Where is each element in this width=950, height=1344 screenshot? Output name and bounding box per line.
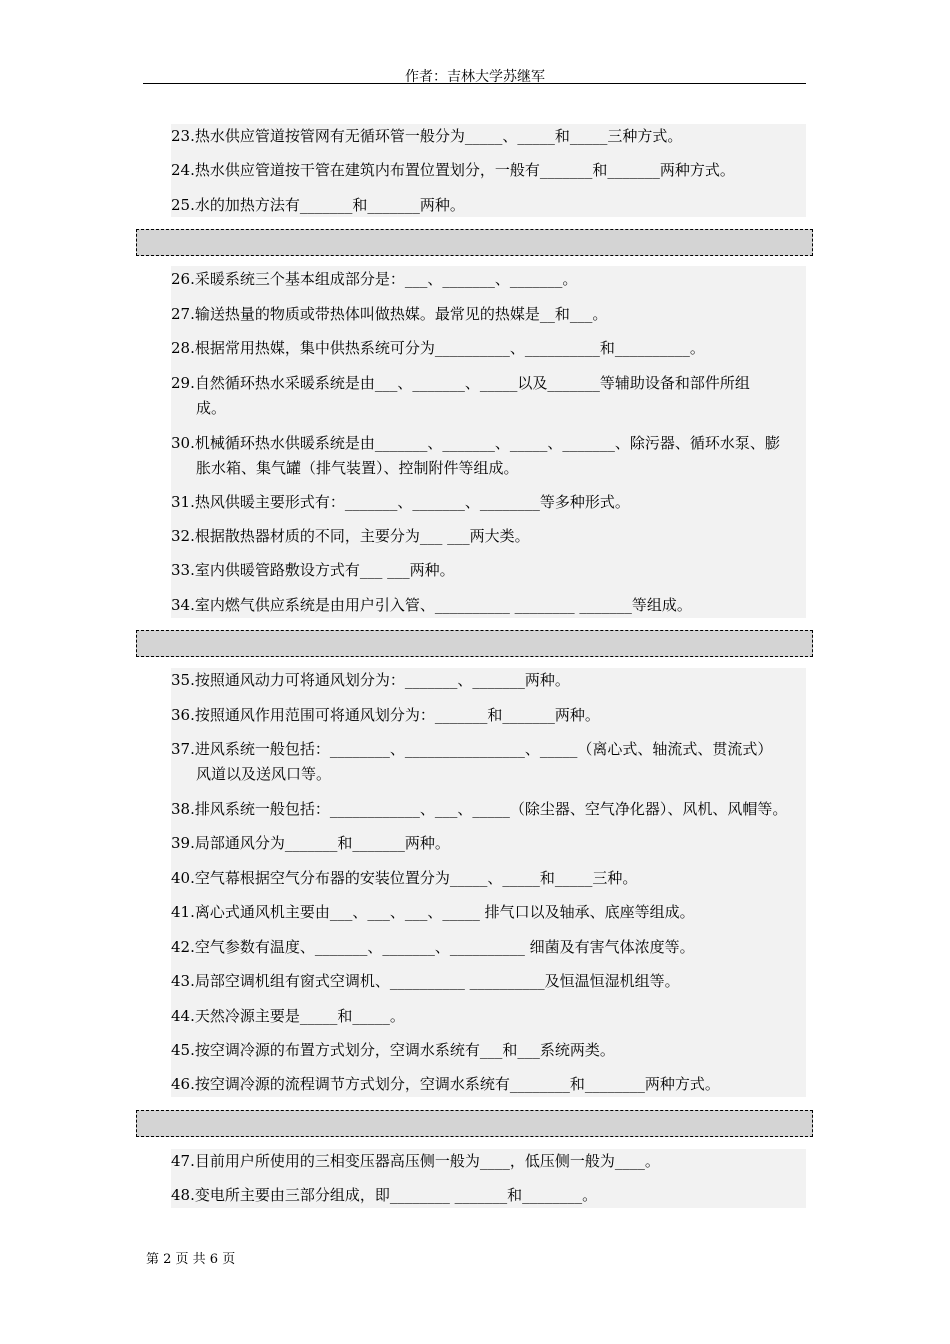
question-number: 48.: [171, 1186, 195, 1204]
question-text-continuation: 胀水箱、集气罐（排气装置）、控制附件等组成。: [196, 459, 519, 477]
question-text: 采暖系统三个基本组成部分是：___、_______、_______。: [194, 270, 578, 288]
question-33: [171, 558, 821, 583]
question-number: 26.: [171, 270, 195, 288]
question-text: 按照通风动力可将通风划分为：_______、_______两种。: [194, 671, 570, 689]
question-number: 44.: [171, 1007, 195, 1025]
question-number: 40.: [171, 869, 195, 887]
question-text: 局部通风分为_______和_______两种。: [194, 834, 450, 852]
question-41: [171, 900, 821, 925]
question-text: 热水供应管道按干管在建筑内布置位置划分，一般有_______和_______两种方式。: [194, 161, 735, 179]
question-text: 热水供应管道按管网有无循环管一般分为_____、_____和_____三种方式。: [194, 127, 683, 145]
question-number: 41.: [171, 903, 195, 921]
question-number: 39.: [171, 834, 195, 852]
section-separator-3: [136, 1110, 813, 1137]
question-number: 23.: [171, 127, 195, 145]
question-text: 机械循环热水供暖系统是由_______、_______、_____、_______、除污器、循环水泵、膨: [194, 434, 780, 452]
question-line: [171, 196, 465, 214]
question-number: 38.: [171, 800, 195, 818]
question-number: 29.: [171, 374, 195, 392]
question-35: [171, 668, 821, 693]
question-43: [171, 969, 821, 994]
question-line: [171, 561, 455, 579]
question-line: [171, 1075, 720, 1093]
question-text: 室内燃气供应系统是由用户引入管、__________ ________ _______等组成。: [194, 596, 692, 614]
page-header-author: 作者：吉林大学苏继军: [405, 69, 545, 85]
question-27: [171, 302, 821, 327]
question-line: [171, 1152, 660, 1170]
section-separator-2: [136, 630, 813, 657]
question-32: [171, 524, 821, 549]
question-number: 43.: [171, 972, 195, 990]
question-number: 27.: [171, 305, 195, 323]
section-separator-1: [136, 229, 813, 256]
question-text: 室内供暖管路敷设方式有___ ___两种。: [194, 561, 455, 579]
question-line: [171, 305, 607, 323]
question-number: 35.: [171, 671, 195, 689]
question-37: [171, 737, 821, 787]
question-24: [171, 158, 821, 183]
question-line: [171, 374, 750, 392]
question-number: 28.: [171, 339, 195, 357]
question-line: [171, 434, 780, 452]
question-line: [171, 740, 772, 758]
question-48: [171, 1183, 821, 1208]
question-25: [171, 193, 821, 218]
question-text: 根据散热器材质的不同，主要分为___ ___两大类。: [194, 527, 530, 545]
header-divider: [143, 83, 806, 84]
question-29: [171, 371, 821, 421]
question-number: 30.: [171, 434, 195, 452]
question-line: [171, 339, 705, 357]
question-number: 31.: [171, 493, 195, 511]
question-text: 按空调冷源的布置方式划分，空调水系统有___和___系统两类。: [194, 1041, 615, 1059]
question-number: 33.: [171, 561, 195, 579]
question-text: 空气幕根据空气分布器的安装位置分为_____、_____和_____三种。: [194, 869, 638, 887]
question-text: 天然冷源主要是_____和_____。: [194, 1007, 405, 1025]
question-line: [171, 493, 630, 511]
question-28: [171, 336, 821, 361]
question-30: [171, 431, 821, 481]
question-number: 45.: [171, 1041, 195, 1059]
question-39: [171, 831, 821, 856]
question-text: 局部空调机组有窗式空调机、__________ __________及恒温恒湿机组等。: [194, 972, 680, 990]
question-38: [171, 797, 821, 822]
question-number: 34.: [171, 596, 195, 614]
question-number: 47.: [171, 1152, 195, 1170]
question-number: 36.: [171, 706, 195, 724]
question-text: 按空调冷源的流程调节方式划分，空调水系统有________和________两种方式。: [194, 1075, 720, 1093]
question-number: 24.: [171, 161, 195, 179]
question-47: [171, 1149, 821, 1174]
question-text: 变电所主要由三部分组成，即________ _______和________。: [194, 1186, 598, 1204]
question-text: 输送热量的物质或带热体叫做热媒。最常见的热媒是__和___。: [194, 305, 608, 323]
question-line: [171, 1186, 597, 1204]
question-line: [171, 1041, 615, 1059]
question-line: [171, 127, 682, 145]
question-number: 25.: [171, 196, 195, 214]
question-line: [171, 903, 695, 921]
question-number: 46.: [171, 1075, 195, 1093]
question-line: [171, 270, 577, 288]
question-23: [171, 124, 821, 149]
question-line: [171, 1007, 405, 1025]
question-line: [171, 706, 600, 724]
question-line: [171, 972, 680, 990]
question-line: [171, 938, 695, 956]
question-line: [171, 596, 692, 614]
question-text: 根据常用热媒，集中供热系统可分为__________、__________和__________。: [194, 339, 705, 357]
question-36: [171, 703, 821, 728]
page-footer: 第 2 页 共 6 页: [146, 1252, 236, 1267]
question-line: [171, 869, 637, 887]
question-text: 空气参数有温度、_______、_______、__________ 细菌及有害气体浓度等。: [194, 938, 695, 956]
question-44: [171, 1004, 821, 1029]
question-number: 32.: [171, 527, 195, 545]
question-text: 离心式通风机主要由___、___、___、_____ 排气口以及轴承、底座等组成。: [194, 903, 695, 921]
question-40: [171, 866, 821, 891]
question-text: 自然循环热水采暖系统是由___、_______、_____以及_______等辅助设备和部件所组: [194, 374, 750, 392]
question-text: 目前用户所使用的三相变压器高压侧一般为____，低压侧一般为____。: [194, 1152, 660, 1170]
question-45: [171, 1038, 821, 1063]
question-text: 按照通风作用范围可将通风划分为：_______和_______两种。: [194, 706, 600, 724]
question-26: [171, 267, 821, 292]
question-text: 进风系统一般包括：________、________________、_____（离心式、轴流式、贯流式）: [194, 740, 773, 758]
question-number: 42.: [171, 938, 195, 956]
question-text-continuation: 成。: [196, 399, 227, 417]
question-line: [171, 800, 787, 818]
question-line: [171, 834, 450, 852]
question-text-continuation: 风道以及送风口等。: [196, 765, 332, 783]
question-34: [171, 593, 821, 618]
question-line: [171, 671, 570, 689]
question-text: 水的加热方法有_______和_______两种。: [194, 196, 465, 214]
question-text: 排风系统一般包括：____________、___、_____（除尘器、空气净化器）、风机、风帽等。: [194, 800, 788, 818]
question-text: 热风供暖主要形式有：_______、_______、________等多种形式。: [194, 493, 630, 511]
question-line: [171, 527, 530, 545]
question-line: [171, 161, 735, 179]
question-31: [171, 490, 821, 515]
question-number: 37.: [171, 740, 195, 758]
question-46: [171, 1072, 821, 1097]
question-42: [171, 935, 821, 960]
